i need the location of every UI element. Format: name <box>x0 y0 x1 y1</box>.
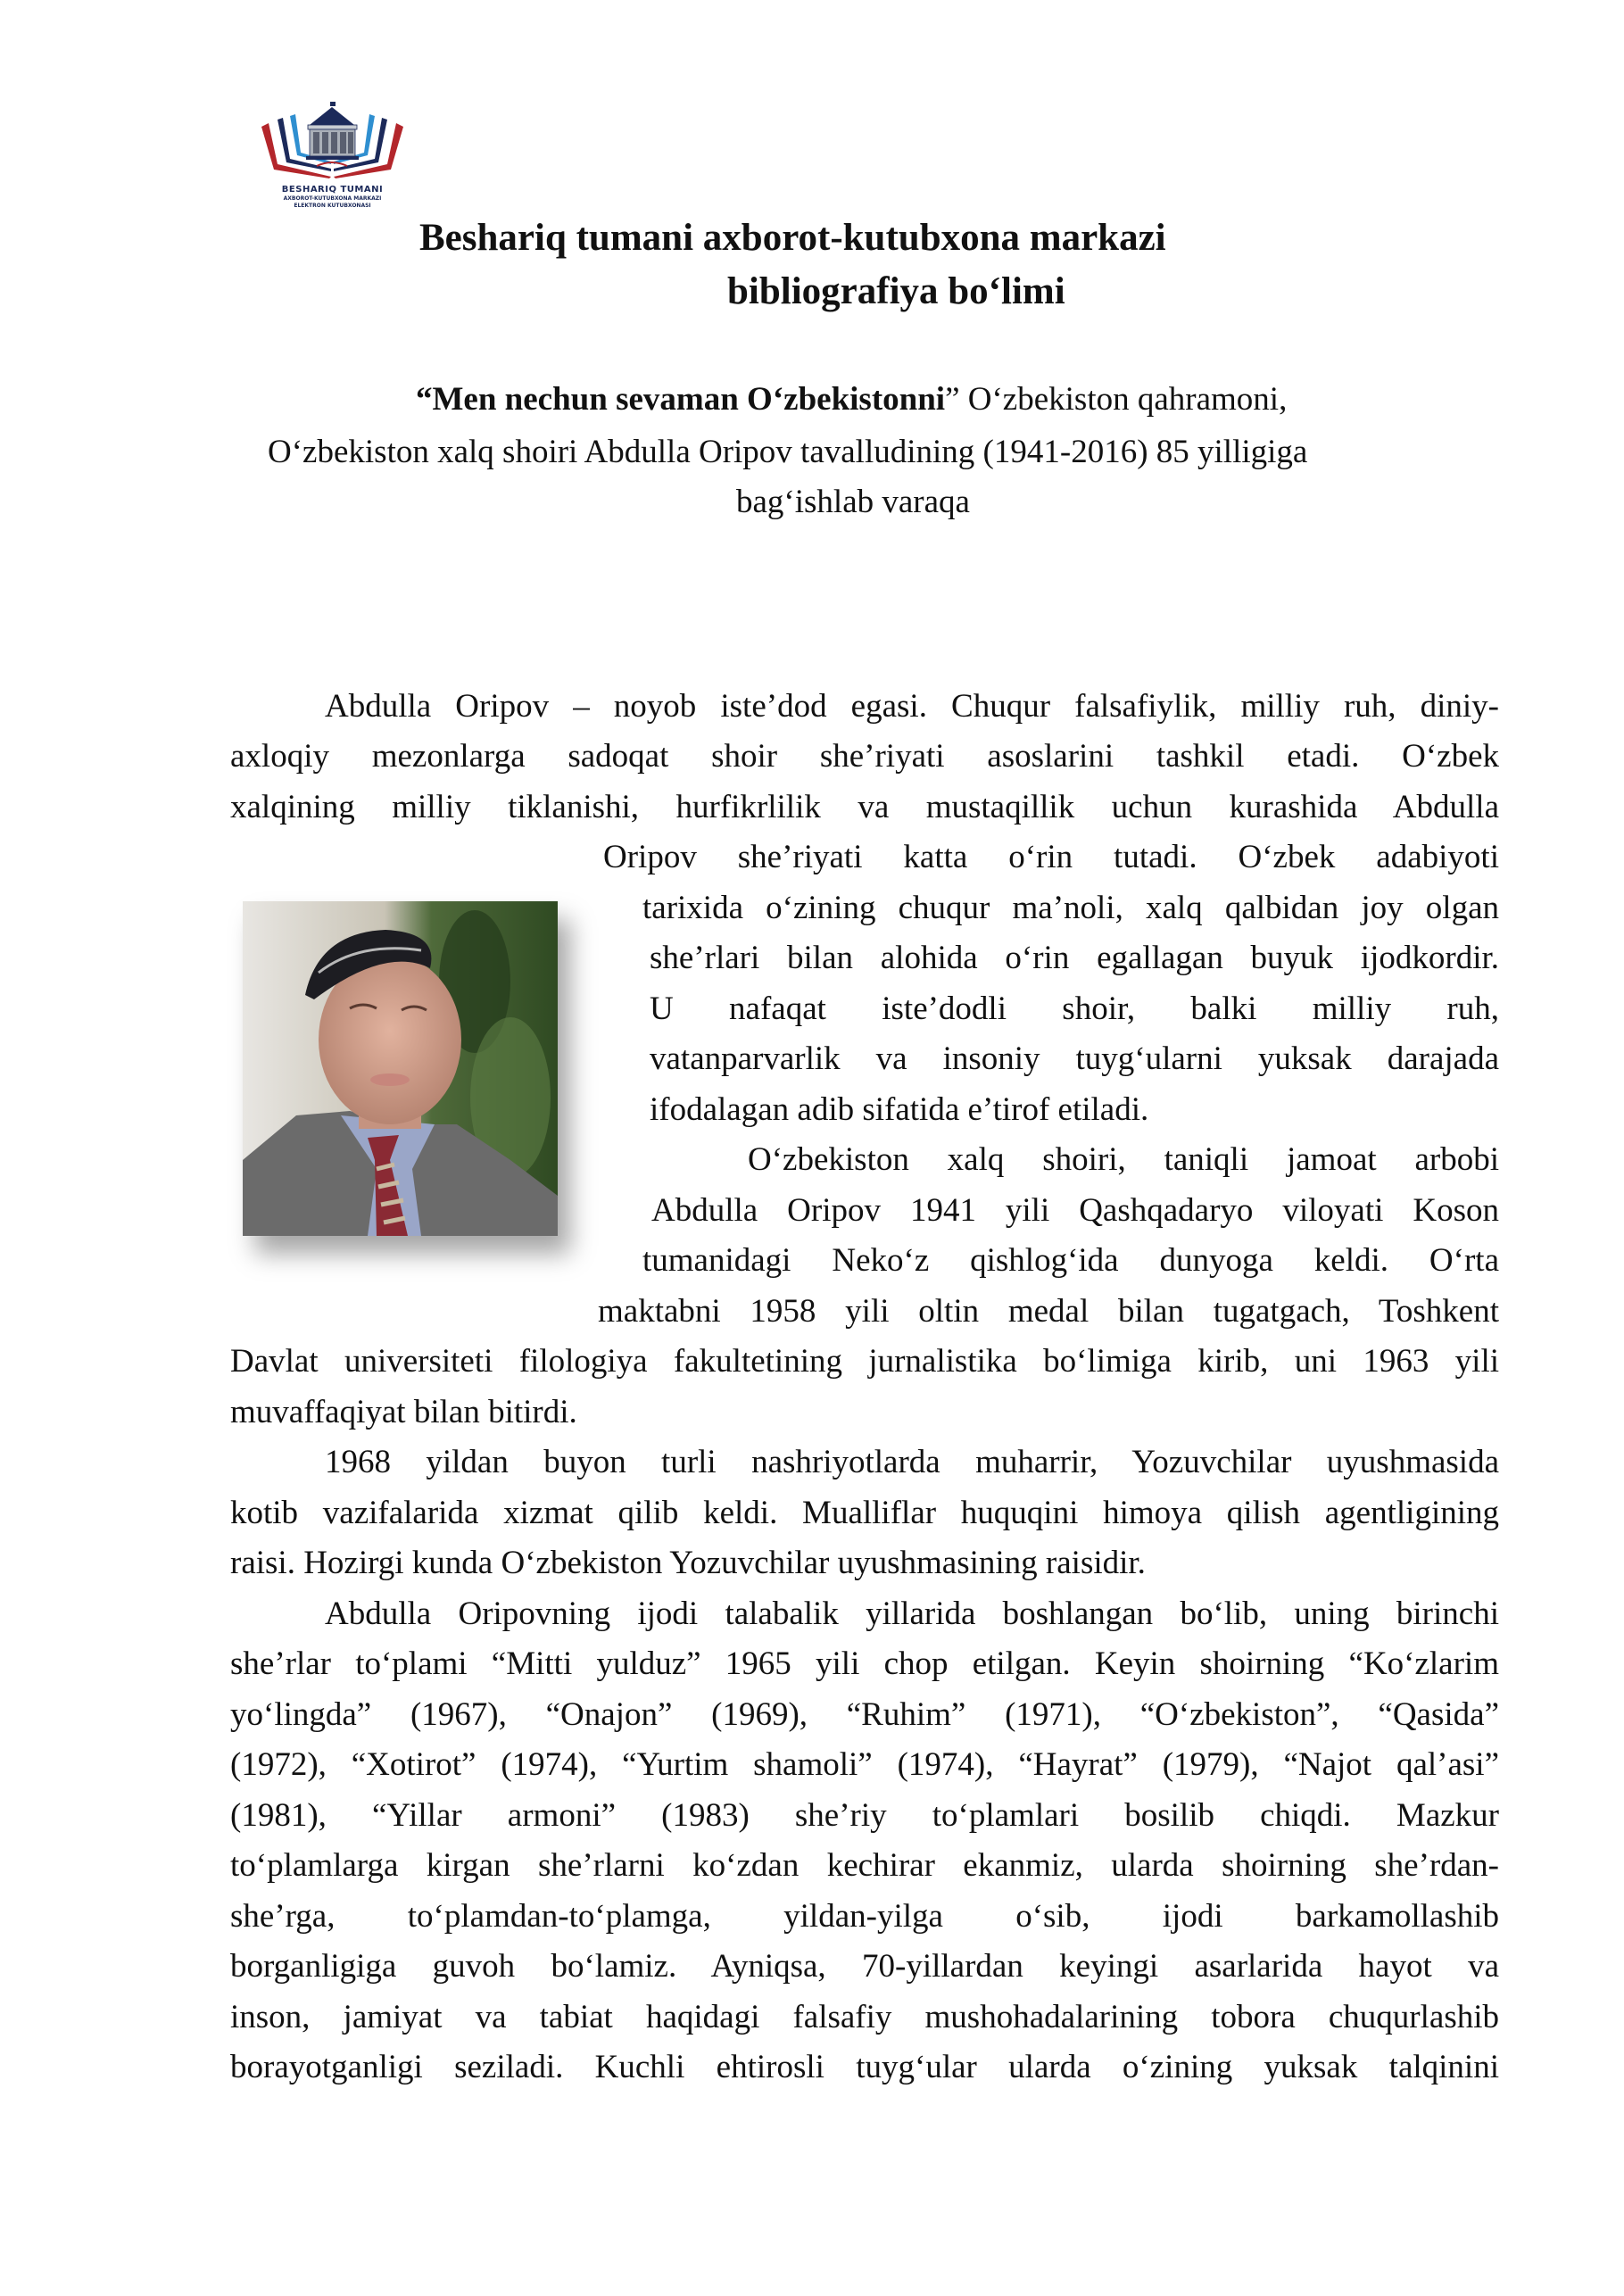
body-line: inson, jamiyat va tabiat haqidagi falsafiy mushohadalarining tobora chuqurlashib <box>230 1999 1499 2035</box>
body-line: Davlat universiteti filologiya fakultetining jurnalistika bo‘limiga kirib, uni 1963 yili <box>230 1343 1499 1380</box>
body-line: she’rlar to‘plami “Mitti yulduz” 1965 yili chop etilgan. Keyin shoirning “Ko‘zlarim <box>230 1645 1499 1682</box>
subtitle-book-title: “Men nechun sevaman O‘zbekistonni <box>416 381 946 418</box>
library-logo <box>254 100 410 211</box>
body-line: tarixida o‘zining chuqur ma’noli, xalq qalbidan joy olgan <box>642 890 1499 926</box>
page-title-line-1: Beshariq tumani axborot-kutubxona markazi <box>419 217 1166 259</box>
body-line: vatanparvarlik va insoniy tuyg‘ularni yuksak darajada <box>650 1040 1499 1077</box>
body-line: borayotganligi seziladi. Kuchli ehtirosli tuyg‘ular ularda o‘zining yuksak talqinini <box>230 2049 1499 2085</box>
logo-subtitle-2: ELEKTRON KUTUBXONASI <box>294 203 371 209</box>
body-line: maktabni 1958 yili oltin medal bilan tugatgach, Toshkent <box>598 1293 1499 1330</box>
body-line: raisi. Hozirgi kunda O‘zbekiston Yozuvchilar uyushmasining raisidir. <box>230 1545 1146 1581</box>
page-title-line-2: bibliografiya bo‘limi <box>727 270 1065 312</box>
portrait-image <box>243 901 558 1236</box>
body-line: (1981), “Yillar armoni” (1983) she’riy to‘plamlari bosilib chiqdi. Mazkur <box>230 1797 1499 1834</box>
body-line: Abdulla Oripovning ijodi talabalik yillarida boshlangan bo‘lib, uning birinchi <box>325 1596 1499 1632</box>
body-line: muvaffaqiyat bilan bitirdi. <box>230 1394 577 1430</box>
body-line: Oripov she’riyati katta o‘rin tutadi. O‘zbek adabiyoti <box>603 839 1499 875</box>
body-line: Abdulla Oripov 1941 yili Qashqadaryo viloyati Koson <box>651 1192 1499 1229</box>
body-line: U nafaqat iste’dodli shoir, balki milliy ruh, <box>650 991 1499 1027</box>
body-line: she’rga, to‘plamdan-to‘plamga, yildan-yilga o‘sib, ijodi barkamollashib <box>230 1898 1499 1935</box>
body-line: kotib vazifalarida xizmat qilib keldi. Mualliflar huquqini himoya qilish agentligining <box>230 1495 1499 1531</box>
body-line: xalqining milliy tiklanishi, hurfikrlilik va mustaqillik uchun kurashida Abdulla <box>230 789 1499 825</box>
library-building-book-icon <box>254 100 410 185</box>
body-line: 1968 yildan buyon turli nashriyotlarda muharrir, Yozuvchilar uyushmasida <box>325 1444 1499 1480</box>
author-photo <box>243 901 558 1236</box>
body-line: tumanidagi Neko‘z qishlog‘ida dunyoga keldi. O‘rta <box>642 1242 1499 1279</box>
body-line: O‘zbekiston xalq shoiri, taniqli jamoat arbobi <box>748 1141 1499 1178</box>
body-line: yo‘lingda” (1967), “Onajon” (1969), “Ruhim” (1971), “O‘zbekiston”, “Qasida” <box>230 1696 1499 1733</box>
body-line: Abdulla Oripov – noyob iste’dod egasi. Chuqur falsafiylik, milliy ruh, diniy- <box>325 688 1499 725</box>
subtitle-line-1-rest: ” O‘zbekiston qahramoni, <box>945 381 1288 418</box>
subtitle-line-3: bag‘ishlab varaqa <box>736 484 970 520</box>
body-line: (1972), “Xotirot” (1974), “Yurtim shamoli” (1974), “Hayrat” (1979), “Najot qal’asi” <box>230 1746 1499 1783</box>
subtitle-line-1 <box>416 380 1287 419</box>
logo-subtitle: AXBOROT-KUTUBXONA MARKAZI <box>283 195 382 202</box>
body-line: axloqiy mezonlarga sadoqat shoir she’riyati asoslarini tashkil etadi. O‘zbek <box>230 738 1499 775</box>
body-line: ifodalagan adib sifatida e’tirof etiladi. <box>650 1091 1149 1128</box>
logo-title: BESHARIQ TUMANI <box>281 185 384 195</box>
subtitle-line-2: O‘zbekiston xalq shoiri Abdulla Oripov tavalludining (1941-2016) 85 yilligiga <box>268 434 1308 470</box>
body-line: to‘plamlarga kirgan she’rlarni ko‘zdan kechirar ekanmiz, ularda shoirning she’rdan- <box>230 1847 1499 1884</box>
body-line: she’rlari bilan alohida o‘rin egallagan buyuk ijodkordir. <box>650 940 1499 976</box>
body-line: borganligiga guvoh bo‘lamiz. Ayniqsa, 70-yillardan keyingi asarlarida hayot va <box>230 1948 1499 1985</box>
